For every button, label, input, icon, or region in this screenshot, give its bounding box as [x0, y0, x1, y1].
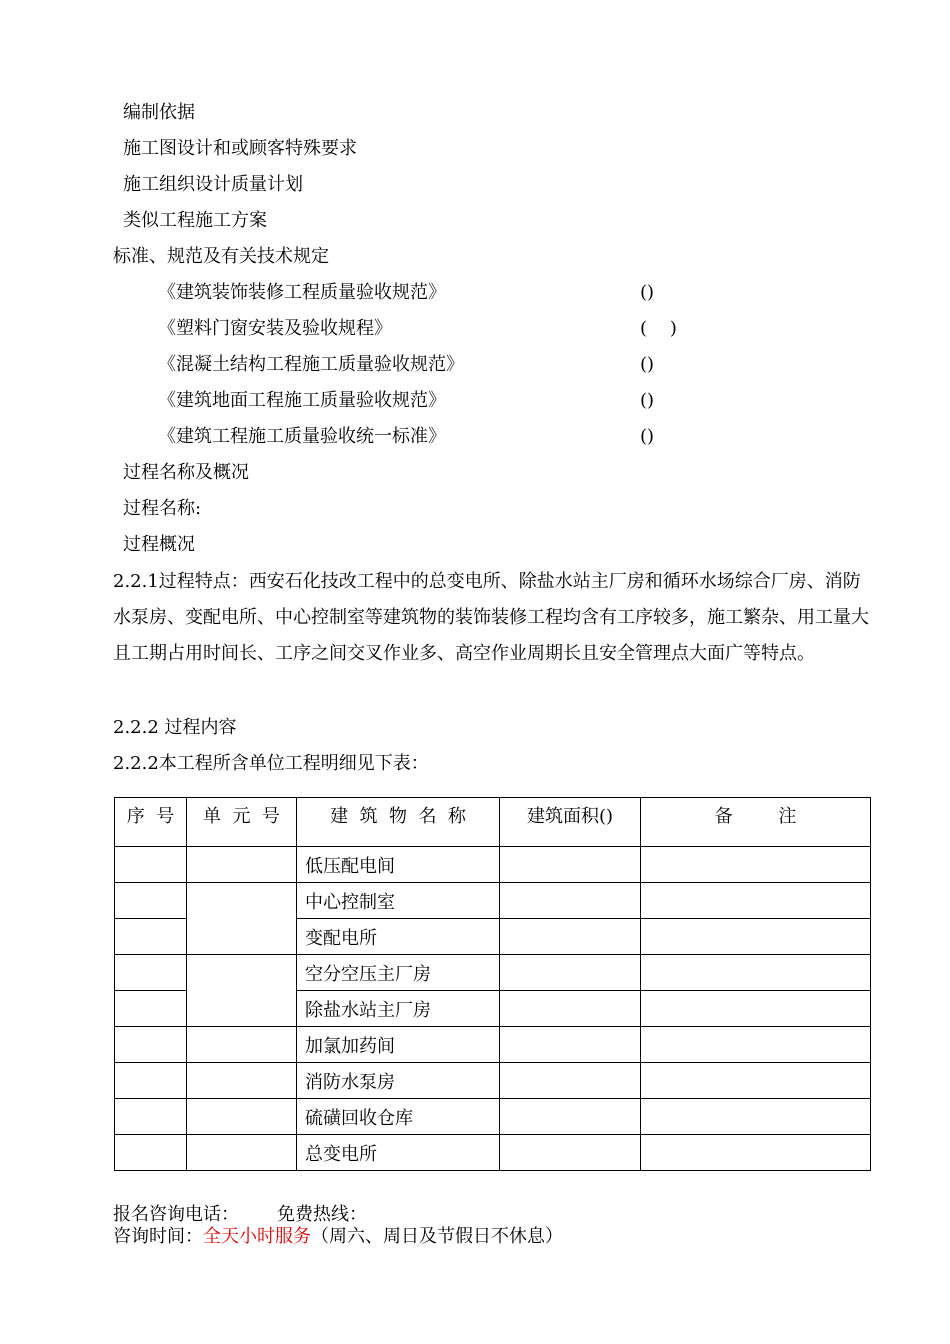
standard-title: 《建筑装饰装修工程质量验收规范》 — [158, 282, 446, 303]
cell-building: 变配电所 — [297, 919, 500, 955]
cell-building: 低压配电间 — [297, 847, 500, 883]
cell-unit — [187, 1135, 297, 1171]
time-label: 咨询时间： — [113, 1226, 203, 1247]
table-row — [115, 883, 871, 919]
cell-unit — [187, 1027, 297, 1063]
cell-area — [500, 919, 641, 955]
footer-time-line — [113, 1226, 563, 1248]
cell-index — [115, 847, 187, 883]
cell-building: 硫磺回收仓库 — [297, 1099, 500, 1135]
cell-building: 消防水泵房 — [297, 1063, 500, 1099]
header-index: 序 号 — [115, 798, 187, 847]
table-row — [115, 1027, 871, 1063]
table-row — [115, 955, 871, 991]
standard-title: 《混凝土结构工程施工质量验收规范》 — [158, 354, 464, 375]
section-222-title: 2.2.2 过程内容 — [113, 717, 237, 738]
cell-index — [115, 1063, 187, 1099]
time-note: （周六、周日及节假日不休息） — [311, 1226, 563, 1247]
section-221-paragraph: 2.2.1过程特点：西安石化技改工程中的总变电所、除盐水站主厂房和循环水场综合厂房、消防水泵房、变配电所、中心控制室等建筑物的装饰装修工程均含有工序较多，施工繁杂、用工量大且工期占用时间长、工序之间交叉作业多、高空作业周期长且安全管理点大面广等特点。 — [113, 571, 869, 664]
standard-code: () — [640, 426, 655, 447]
standard-code: () — [640, 282, 655, 303]
header-area: 建筑面积() — [500, 798, 641, 847]
cell-area — [500, 955, 641, 991]
cell-area — [500, 991, 641, 1027]
standard-code: () — [640, 390, 655, 411]
basis-item: 施工组织设计质量计划 — [123, 174, 303, 195]
cell-area — [500, 1135, 641, 1171]
standard-code: ( ) — [640, 318, 677, 339]
cell-building: 空分空压主厂房 — [297, 955, 500, 991]
cell-remarks — [641, 991, 871, 1027]
cell-area — [500, 1099, 641, 1135]
cell-remarks — [641, 1027, 871, 1063]
cell-area — [500, 847, 641, 883]
cell-building: 加氯加药间 — [297, 1027, 500, 1063]
table-row — [115, 1063, 871, 1099]
phone-label: 报名咨询电话： — [113, 1204, 239, 1225]
cell-building: 总变电所 — [297, 1135, 500, 1171]
basis-item: 施工图设计和或顾客特殊要求 — [123, 138, 357, 159]
cell-remarks — [641, 1063, 871, 1099]
cell-index — [115, 1099, 187, 1135]
cell-remarks — [641, 1099, 871, 1135]
cell-remarks — [641, 883, 871, 919]
cell-remarks — [641, 955, 871, 991]
cell-index — [115, 883, 187, 919]
cell-area — [500, 883, 641, 919]
section-222-text: 2.2.2本工程所含单位工程明细见下表： — [113, 753, 429, 774]
cell-area — [500, 1063, 641, 1099]
header-unit: 单 元 号 — [187, 798, 297, 847]
cell-unit — [187, 1099, 297, 1135]
cell-remarks — [641, 847, 871, 883]
time-highlight: 全天小时服务 — [203, 1226, 311, 1247]
cell-unit — [187, 955, 297, 1027]
standard-title: 《建筑地面工程施工质量验收规范》 — [158, 390, 446, 411]
cell-unit — [187, 883, 297, 955]
cell-index — [115, 955, 187, 991]
standard-title: 《建筑工程施工质量验收统一标准》 — [158, 426, 446, 447]
cell-building: 中心控制室 — [297, 883, 500, 919]
footer-phone-line — [113, 1204, 367, 1226]
cell-remarks — [641, 919, 871, 955]
process-heading: 过程名称及概况 — [123, 462, 249, 483]
header-building: 建 筑 物 名 称 — [297, 798, 500, 847]
header-remarks: 备 注 — [641, 798, 871, 847]
cell-unit — [187, 1063, 297, 1099]
cell-index — [115, 919, 187, 955]
standard-title: 《塑料门窗安装及验收规程》 — [158, 318, 392, 339]
standards-heading: 标准、规范及有关技术规定 — [113, 246, 329, 267]
cell-index — [115, 991, 187, 1027]
table-row — [115, 1099, 871, 1135]
process-name: 过程名称: — [123, 498, 202, 519]
standard-code: () — [640, 354, 655, 375]
table-row — [115, 847, 871, 883]
cell-remarks — [641, 1135, 871, 1171]
table-row — [115, 1135, 871, 1171]
cell-unit — [187, 847, 297, 883]
basis-item: 类似工程施工方案 — [123, 210, 267, 231]
cell-building: 除盐水站主厂房 — [297, 991, 500, 1027]
hotline-label: 免费热线： — [277, 1204, 367, 1225]
cell-index — [115, 1135, 187, 1171]
cell-index — [115, 1027, 187, 1063]
unit-table — [114, 797, 871, 1171]
process-overview: 过程概况 — [123, 534, 195, 555]
table-header-row — [115, 798, 871, 847]
basis-heading: 编制依据 — [123, 102, 195, 123]
cell-area — [500, 1027, 641, 1063]
